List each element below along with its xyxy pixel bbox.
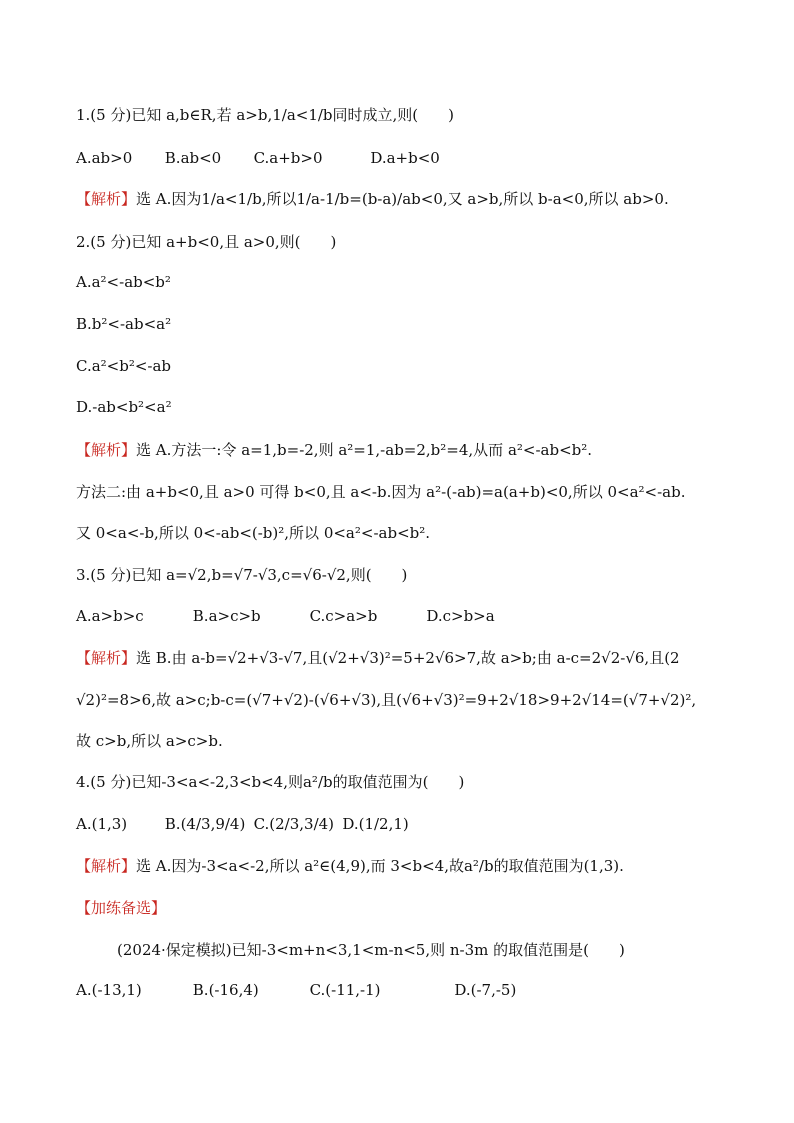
extra-practice-heading: 【加练备选】: [76, 899, 167, 917]
q1-option-d: D.a+b<0: [370, 149, 440, 167]
q3-analysis-text-1: 选 B.由 a-b=√2+√3-√7,且(√2+√3)²=5+2√6>7,故 a>b;由 a-c=2√2-√6,且(2: [136, 649, 680, 667]
analysis-tag: 【解析】: [76, 190, 137, 208]
q3-option-a: A.a>b>c: [76, 607, 144, 625]
q3-stem: 3.(5 分)已知 a=√2,b=√7-√3,c=√6-√2,则( ): [76, 566, 408, 584]
q2-stem: 2.(5 分)已知 a+b<0,且 a>0,则( ): [76, 233, 337, 251]
q4-option-a: A.(1,3): [76, 815, 128, 833]
extra-option-c: C.(-11,-1): [309, 981, 381, 999]
q1-analysis: [76, 189, 669, 209]
q1-stem: 1.(5 分)已知 a,b∈R,若 a>b,1/a<1/b同时成立,则( ): [76, 106, 455, 124]
extra-option-a: A.(-13,1): [76, 981, 142, 999]
extra-stem: (2024·保定模拟)已知-3<m+n<3,1<m-n<5,则 n-3m 的取值范围是( ): [117, 941, 625, 959]
q2-analysis-text-1: 选 A.方法一:令 a=1,b=-2,则 a²=1,-ab=2,b²=4,从而 a²<-ab<b².: [136, 441, 593, 459]
extra-option-b: B.(-16,4): [192, 981, 259, 999]
q2-analysis: [76, 440, 592, 460]
q2-option-c: C.a²<b²<-ab: [76, 357, 172, 375]
analysis-tag: 【解析】: [76, 649, 137, 667]
q4-analysis-text: 选 A.因为-3<a<-2,所以 a²∈(4,9),而 3<b<4,故a²/b的取值范围为(1,3).: [136, 857, 624, 875]
analysis-tag: 【解析】: [76, 441, 137, 459]
q3-analysis-text-2: √2)²=8>6,故 a>c;b-c=(√7+√2)-(√6+√3),且(√6+√3)²=9+2√18>9+2√14=(√7+√2)²,: [76, 691, 697, 709]
q2-analysis-text-3: 又 0<a<-b,所以 0<-ab<(-b)²,所以 0<a²<-ab<b².: [76, 524, 431, 542]
extra-options: [76, 980, 516, 1000]
q2-option-d: D.-ab<b²<a²: [76, 398, 172, 416]
q3-options: [76, 606, 495, 626]
q2-analysis-text-2: 方法二:由 a+b<0,且 a>0 可得 b<0,且 a<-b.因为 a²-(-ab)=a(a+b)<0,所以 0<a²<-ab.: [76, 483, 686, 501]
q3-analysis: [76, 648, 680, 668]
q1-option-c: C.a+b>0: [253, 149, 323, 167]
q2-option-a: A.a²<-ab<b²: [76, 273, 171, 291]
q4-stem: 4.(5 分)已知-3<a<-2,3<b<4,则a²/b的取值范围为( ): [76, 773, 465, 791]
q3-option-c: C.c>a>b: [309, 607, 378, 625]
q2-option-b: B.b²<-ab<a²: [76, 315, 172, 333]
q3-option-d: D.c>b>a: [426, 607, 495, 625]
q4-option-d: D.(1/2,1): [342, 815, 409, 833]
q3-analysis-text-3: 故 c>b,所以 a>c>b.: [76, 732, 223, 750]
q3-option-b: B.a>c>b: [192, 607, 261, 625]
q1-analysis-text: 选 A.因为1/a<1/b,所以1/a-1/b=(b-a)/ab<0,又 a>b,所以 b-a<0,所以 ab>0.: [136, 190, 669, 208]
q4-options: [76, 814, 409, 834]
q1-option-b: B.ab<0: [164, 149, 222, 167]
extra-option-d: D.(-7,-5): [454, 981, 517, 999]
q4-analysis: [76, 856, 624, 876]
q1-options: [76, 148, 440, 168]
analysis-tag: 【解析】: [76, 857, 137, 875]
q4-option-c: C.(2/3,3/4): [253, 815, 335, 833]
q4-option-b: B.(4/3,9/4): [164, 815, 246, 833]
q1-option-a: A.ab>0: [76, 149, 133, 167]
